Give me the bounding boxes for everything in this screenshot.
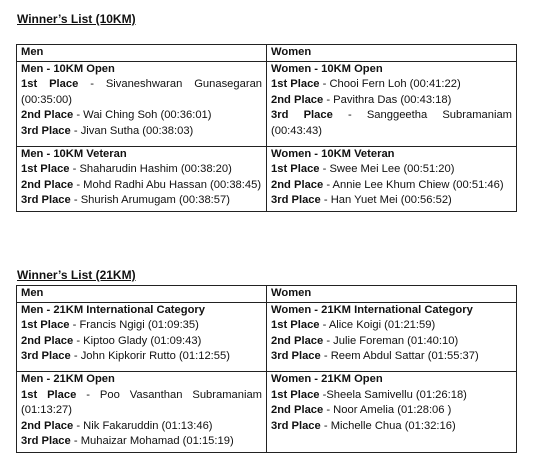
- winner-entry: [271, 349, 512, 365]
- winner-entry: [271, 108, 512, 139]
- column-header-men: Men: [17, 45, 267, 62]
- table-row: [17, 302, 517, 371]
- winner-text: - Chooi Fern Loh (00:41:22): [319, 78, 461, 91]
- winner-entry: [21, 193, 262, 209]
- place-label: 3rd Place: [21, 435, 71, 448]
- place-label: 1st Place: [21, 78, 79, 91]
- place-label: 3rd Place: [271, 350, 321, 363]
- column-header-men: Men: [17, 286, 267, 303]
- category-title: Women - 21KM Open: [271, 372, 383, 385]
- place-label: 1st Place: [21, 163, 70, 176]
- place-label: 1st Place: [271, 388, 320, 401]
- winner-text: - Nik Fakaruddin (01:13:46): [73, 419, 213, 432]
- winner-text: - Michelle Chua (01:32:16): [320, 419, 456, 432]
- place-label: 2nd Place: [21, 109, 74, 122]
- winner-text: -Sheela Samivellu (01:26:18): [319, 388, 467, 401]
- category-title: Men - 10KM Open: [21, 62, 115, 75]
- winner-text: - Alice Koigi (01:21:59): [319, 319, 436, 332]
- winner-entry: [21, 349, 262, 365]
- category-cell: [267, 371, 517, 452]
- winner-text: - Pavithra Das (00:43:18): [323, 93, 452, 106]
- category-title: Women - 21KM International Category: [271, 303, 473, 316]
- winner-entry: [271, 162, 512, 178]
- winner-entry: [21, 162, 262, 178]
- place-label: 1st Place: [21, 388, 77, 401]
- table-row: [17, 371, 517, 452]
- winner-entry: [271, 178, 512, 194]
- winner-text: - Shaharudin Hashim (00:38:20): [69, 163, 232, 176]
- category-title: Men - 21KM International Category: [21, 303, 205, 316]
- place-label: 2nd Place: [271, 404, 324, 417]
- winner-entry: [21, 178, 262, 194]
- winner-entry: [271, 93, 512, 109]
- winner-text: - Noor Amelia (01:28:06 ): [323, 404, 452, 417]
- winner-text: - Reem Abdul Sattar (01:55:37): [320, 350, 479, 363]
- place-label: 2nd Place: [271, 93, 324, 106]
- section-title-21km: Winner’s List (21KM): [17, 268, 136, 282]
- winner-text: - Sanggeetha Subramaniam (00:43:43): [271, 109, 512, 137]
- place-label: 2nd Place: [21, 178, 74, 191]
- place-label: 3rd Place: [271, 194, 321, 207]
- winner-entry: [271, 403, 512, 419]
- place-label: 2nd Place: [21, 419, 74, 432]
- winner-entry: [21, 388, 262, 419]
- winner-entry: [271, 318, 512, 334]
- place-label: 3rd Place: [21, 350, 71, 363]
- column-header-women: Women: [267, 286, 517, 303]
- winner-text: - Sivaneshwaran Gunasegaran (00:35:00): [21, 78, 263, 106]
- category-cell: [17, 371, 267, 452]
- winner-entry: [271, 388, 512, 404]
- winner-text: - Han Yuet Mei (00:56:52): [320, 194, 452, 207]
- winner-entry: [271, 419, 512, 435]
- place-label: 2nd Place: [271, 334, 324, 347]
- table-header-row: [17, 286, 517, 303]
- place-label: 3rd Place: [271, 419, 321, 432]
- winner-text: - Jivan Sutha (00:38:03): [70, 124, 194, 137]
- place-label: 1st Place: [21, 319, 70, 332]
- winner-text: - Francis Ngigi (01:09:35): [69, 319, 199, 332]
- winner-entry: [271, 193, 512, 209]
- winner-entry: [21, 334, 262, 350]
- category-cell: [267, 61, 517, 146]
- place-label: 2nd Place: [21, 334, 74, 347]
- category-title: Men - 10KM Veteran: [21, 147, 127, 160]
- winners-table-10km: [16, 44, 517, 212]
- place-label: 3rd Place: [271, 109, 333, 122]
- category-title: Women - 10KM Open: [271, 62, 383, 75]
- winner-entry: [21, 318, 262, 334]
- winner-text: - Poo Vasanthan Subramaniam (01:13:27): [21, 388, 263, 417]
- category-cell: [17, 302, 267, 371]
- category-cell: [17, 146, 267, 211]
- category-cell: [267, 146, 517, 211]
- place-label: 1st Place: [271, 319, 320, 332]
- table-row: [17, 146, 517, 211]
- winner-entry: [21, 124, 262, 140]
- category-cell: [17, 61, 267, 146]
- place-label: 3rd Place: [21, 124, 71, 137]
- category-title: Men - 21KM Open: [21, 372, 115, 385]
- winner-entry: [21, 434, 262, 450]
- table-header-row: [17, 45, 517, 62]
- winner-entry: [21, 108, 262, 124]
- winner-text: - John Kipkorir Rutto (01:12:55): [70, 350, 230, 363]
- place-label: 3rd Place: [21, 194, 71, 207]
- winner-text: - Shurish Arumugam (00:38:57): [70, 194, 230, 207]
- category-title: Women - 10KM Veteran: [271, 147, 395, 160]
- winner-text: - Muhaizar Mohamad (01:15:19): [70, 435, 234, 448]
- place-label: 1st Place: [271, 78, 320, 91]
- winner-text: - Kiptoo Glady (01:09:43): [73, 334, 202, 347]
- winner-entry: [21, 419, 262, 435]
- place-label: 1st Place: [271, 163, 320, 176]
- winner-text: - Swee Mei Lee (00:51:20): [319, 163, 455, 176]
- winners-table-21km: [16, 285, 517, 453]
- section-title-10km: Winner’s List (10KM): [17, 12, 136, 26]
- table-row: [17, 61, 517, 146]
- column-header-women: Women: [267, 45, 517, 62]
- winner-entry: [21, 77, 262, 108]
- winner-text: - Mohd Radhi Abu Hassan (00:38:45): [73, 178, 262, 191]
- winner-text: - Wai Ching Soh (00:36:01): [73, 109, 212, 122]
- place-label: 2nd Place: [271, 178, 324, 191]
- category-cell: [267, 302, 517, 371]
- winner-entry: [271, 77, 512, 93]
- winner-entry: [271, 334, 512, 350]
- winner-text: - Annie Lee Khum Chiew (00:51:46): [323, 178, 504, 191]
- winner-text: - Julie Foreman (01:40:10): [323, 334, 459, 347]
